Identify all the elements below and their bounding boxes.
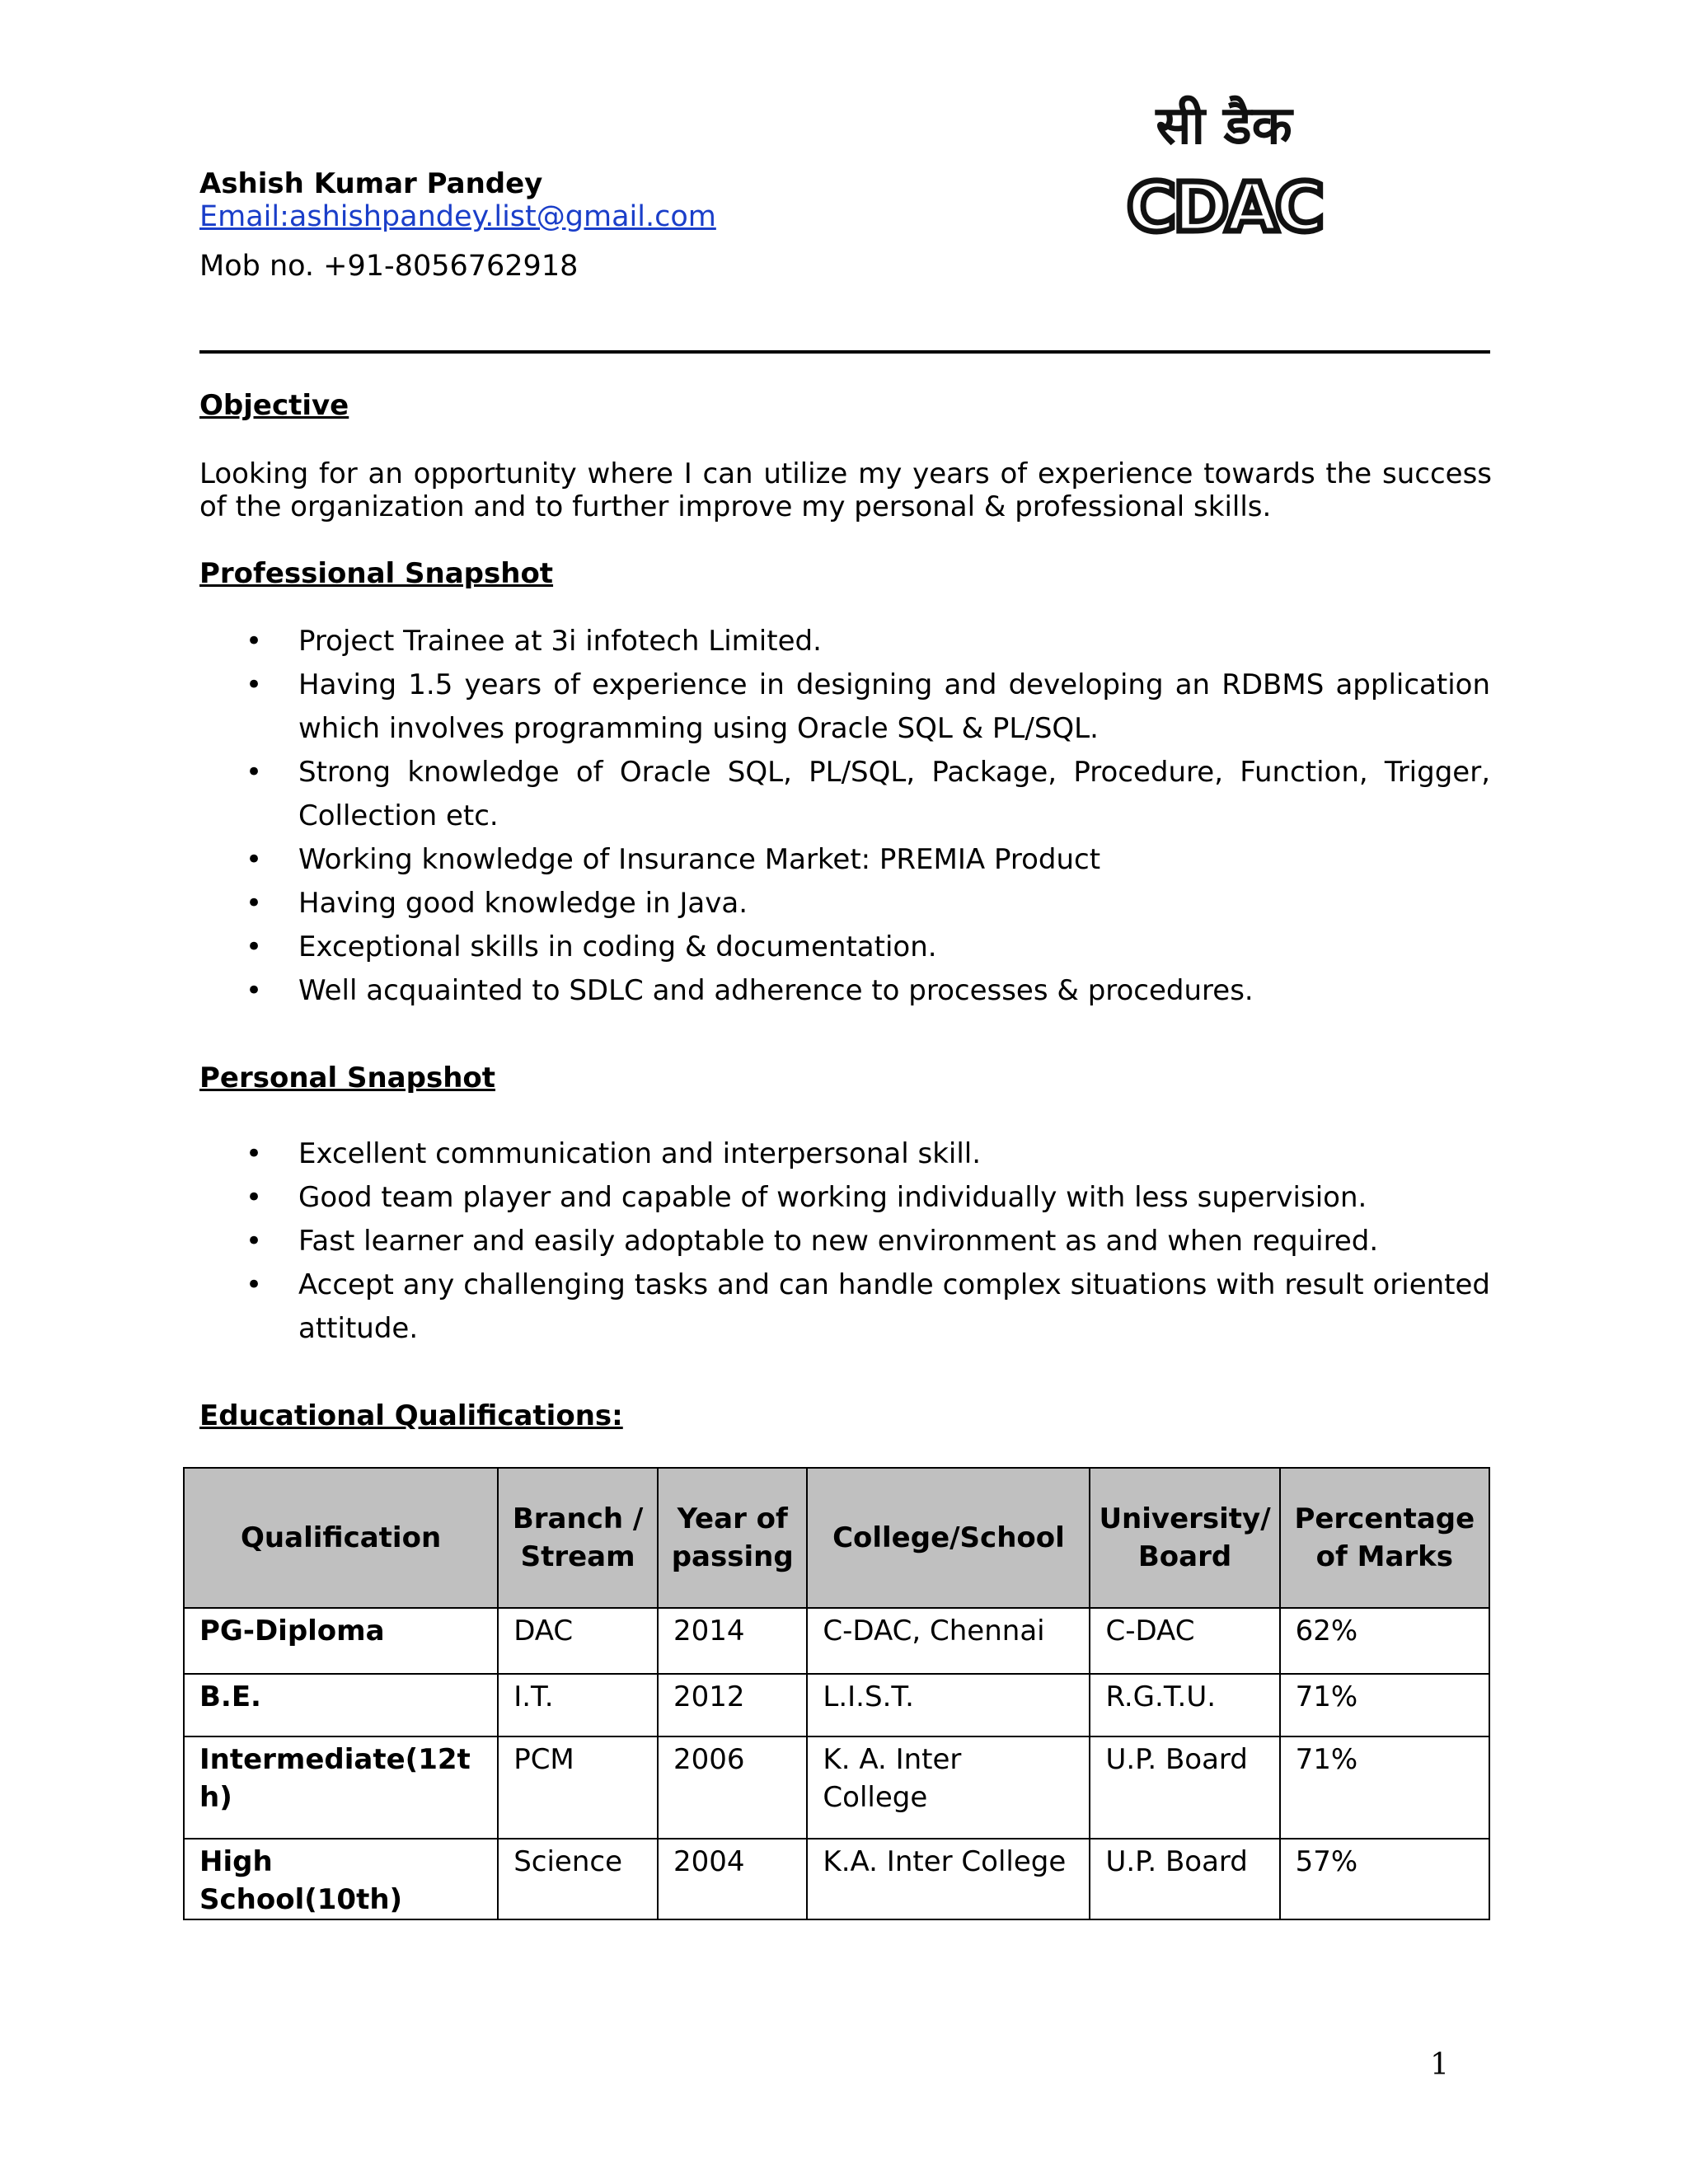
table-cell: K.A. Inter College bbox=[807, 1839, 1090, 1919]
table-row bbox=[184, 1736, 1489, 1839]
list-item: • Excellent communication and interpersonal skill. bbox=[199, 1132, 1490, 1176]
table-cell: 2014 bbox=[658, 1608, 807, 1674]
table-row bbox=[184, 1608, 1489, 1674]
column-header: Year of passing bbox=[658, 1468, 807, 1608]
table-cell: 2012 bbox=[658, 1674, 807, 1736]
table-cell: PG-Diploma bbox=[184, 1608, 498, 1674]
email-link[interactable]: Email:ashishpandey.list@gmail.com bbox=[199, 200, 716, 233]
table-row bbox=[184, 1839, 1489, 1919]
mobile-number: Mob no. +91-8056762918 bbox=[199, 250, 579, 283]
logo-cdac-text: CDAC bbox=[1127, 169, 1321, 241]
table-cell: L.I.S.T. bbox=[807, 1674, 1090, 1736]
list-item: • Project Trainee at 3i infotech Limited. bbox=[199, 620, 1490, 663]
list-item: • Fast learner and easily adoptable to new environment as and when required. bbox=[199, 1220, 1490, 1263]
table-cell: 2006 bbox=[658, 1736, 807, 1839]
list-item: • Accept any challenging tasks and can handle complex situations with result oriented attitude. bbox=[199, 1263, 1490, 1351]
list-item: • Working knowledge of Insurance Market: PREMIA Product bbox=[199, 838, 1490, 882]
table-cell: R.G.T.U. bbox=[1090, 1674, 1279, 1736]
column-header: Qualification bbox=[184, 1468, 498, 1608]
table-row bbox=[184, 1674, 1489, 1736]
personal-snapshot-list bbox=[199, 1132, 1490, 1351]
column-header: Percentage of Marks bbox=[1280, 1468, 1489, 1608]
table-cell: K. A. Inter College bbox=[807, 1736, 1090, 1839]
list-item: • Exceptional skills in coding & documentation. bbox=[199, 926, 1490, 969]
table-header-row bbox=[184, 1468, 1489, 1608]
list-item: • Well acquainted to SDLC and adherence to processes & procedures. bbox=[199, 969, 1490, 1013]
professional-snapshot-list bbox=[199, 620, 1490, 1013]
table-cell: Intermediate(12th) bbox=[184, 1736, 498, 1839]
list-item: • Good team player and capable of working individually with less supervision. bbox=[199, 1176, 1490, 1220]
column-header: University/ Board bbox=[1090, 1468, 1279, 1608]
cdac-logo bbox=[1121, 92, 1327, 241]
page-number: 1 bbox=[1430, 2048, 1449, 2082]
objective-text: Looking for an opportunity where I can utilize my years of experience towards the success of the organization and to further improve my personal & professional skills. bbox=[199, 457, 1492, 523]
header-divider bbox=[199, 350, 1490, 354]
table-cell: C-DAC, Chennai bbox=[807, 1608, 1090, 1674]
table-cell: 71% bbox=[1280, 1674, 1489, 1736]
personal-snapshot-heading: Personal Snapshot bbox=[199, 1062, 496, 1094]
table-cell: PCM bbox=[498, 1736, 658, 1839]
table-cell: C-DAC bbox=[1090, 1608, 1279, 1674]
professional-snapshot-heading: Professional Snapshot bbox=[199, 557, 554, 590]
list-item: • Having 1.5 years of experience in designing and developing an RDBMS application which involves programming using Oracle SQL & PL/SQL. bbox=[199, 663, 1490, 751]
table-cell: I.T. bbox=[498, 1674, 658, 1736]
list-item: • Having good knowledge in Java. bbox=[199, 882, 1490, 926]
list-item: • Strong knowledge of Oracle SQL, PL/SQL, Package, Procedure, Function, Trigger, Collection etc. bbox=[199, 751, 1490, 838]
table-cell: 71% bbox=[1280, 1736, 1489, 1839]
logo-hindi-text: सी डैक bbox=[1156, 96, 1292, 157]
objective-heading: Objective bbox=[199, 389, 349, 422]
education-heading: Educational Qualifications: bbox=[199, 1399, 623, 1432]
table-cell: B.E. bbox=[184, 1674, 498, 1736]
column-header: College/School bbox=[807, 1468, 1090, 1608]
table-cell: DAC bbox=[498, 1608, 658, 1674]
candidate-name: Ashish Kumar Pandey bbox=[199, 167, 543, 200]
table-cell: Science bbox=[498, 1839, 658, 1919]
education-table bbox=[183, 1467, 1490, 1920]
table-cell: 62% bbox=[1280, 1608, 1489, 1674]
table-cell: U.P. Board bbox=[1090, 1736, 1279, 1839]
table-cell: U.P. Board bbox=[1090, 1839, 1279, 1919]
column-header: Branch / Stream bbox=[498, 1468, 658, 1608]
table-cell: 57% bbox=[1280, 1839, 1489, 1919]
table-cell: 2004 bbox=[658, 1839, 807, 1919]
table-cell: High School(10th) bbox=[184, 1839, 498, 1919]
